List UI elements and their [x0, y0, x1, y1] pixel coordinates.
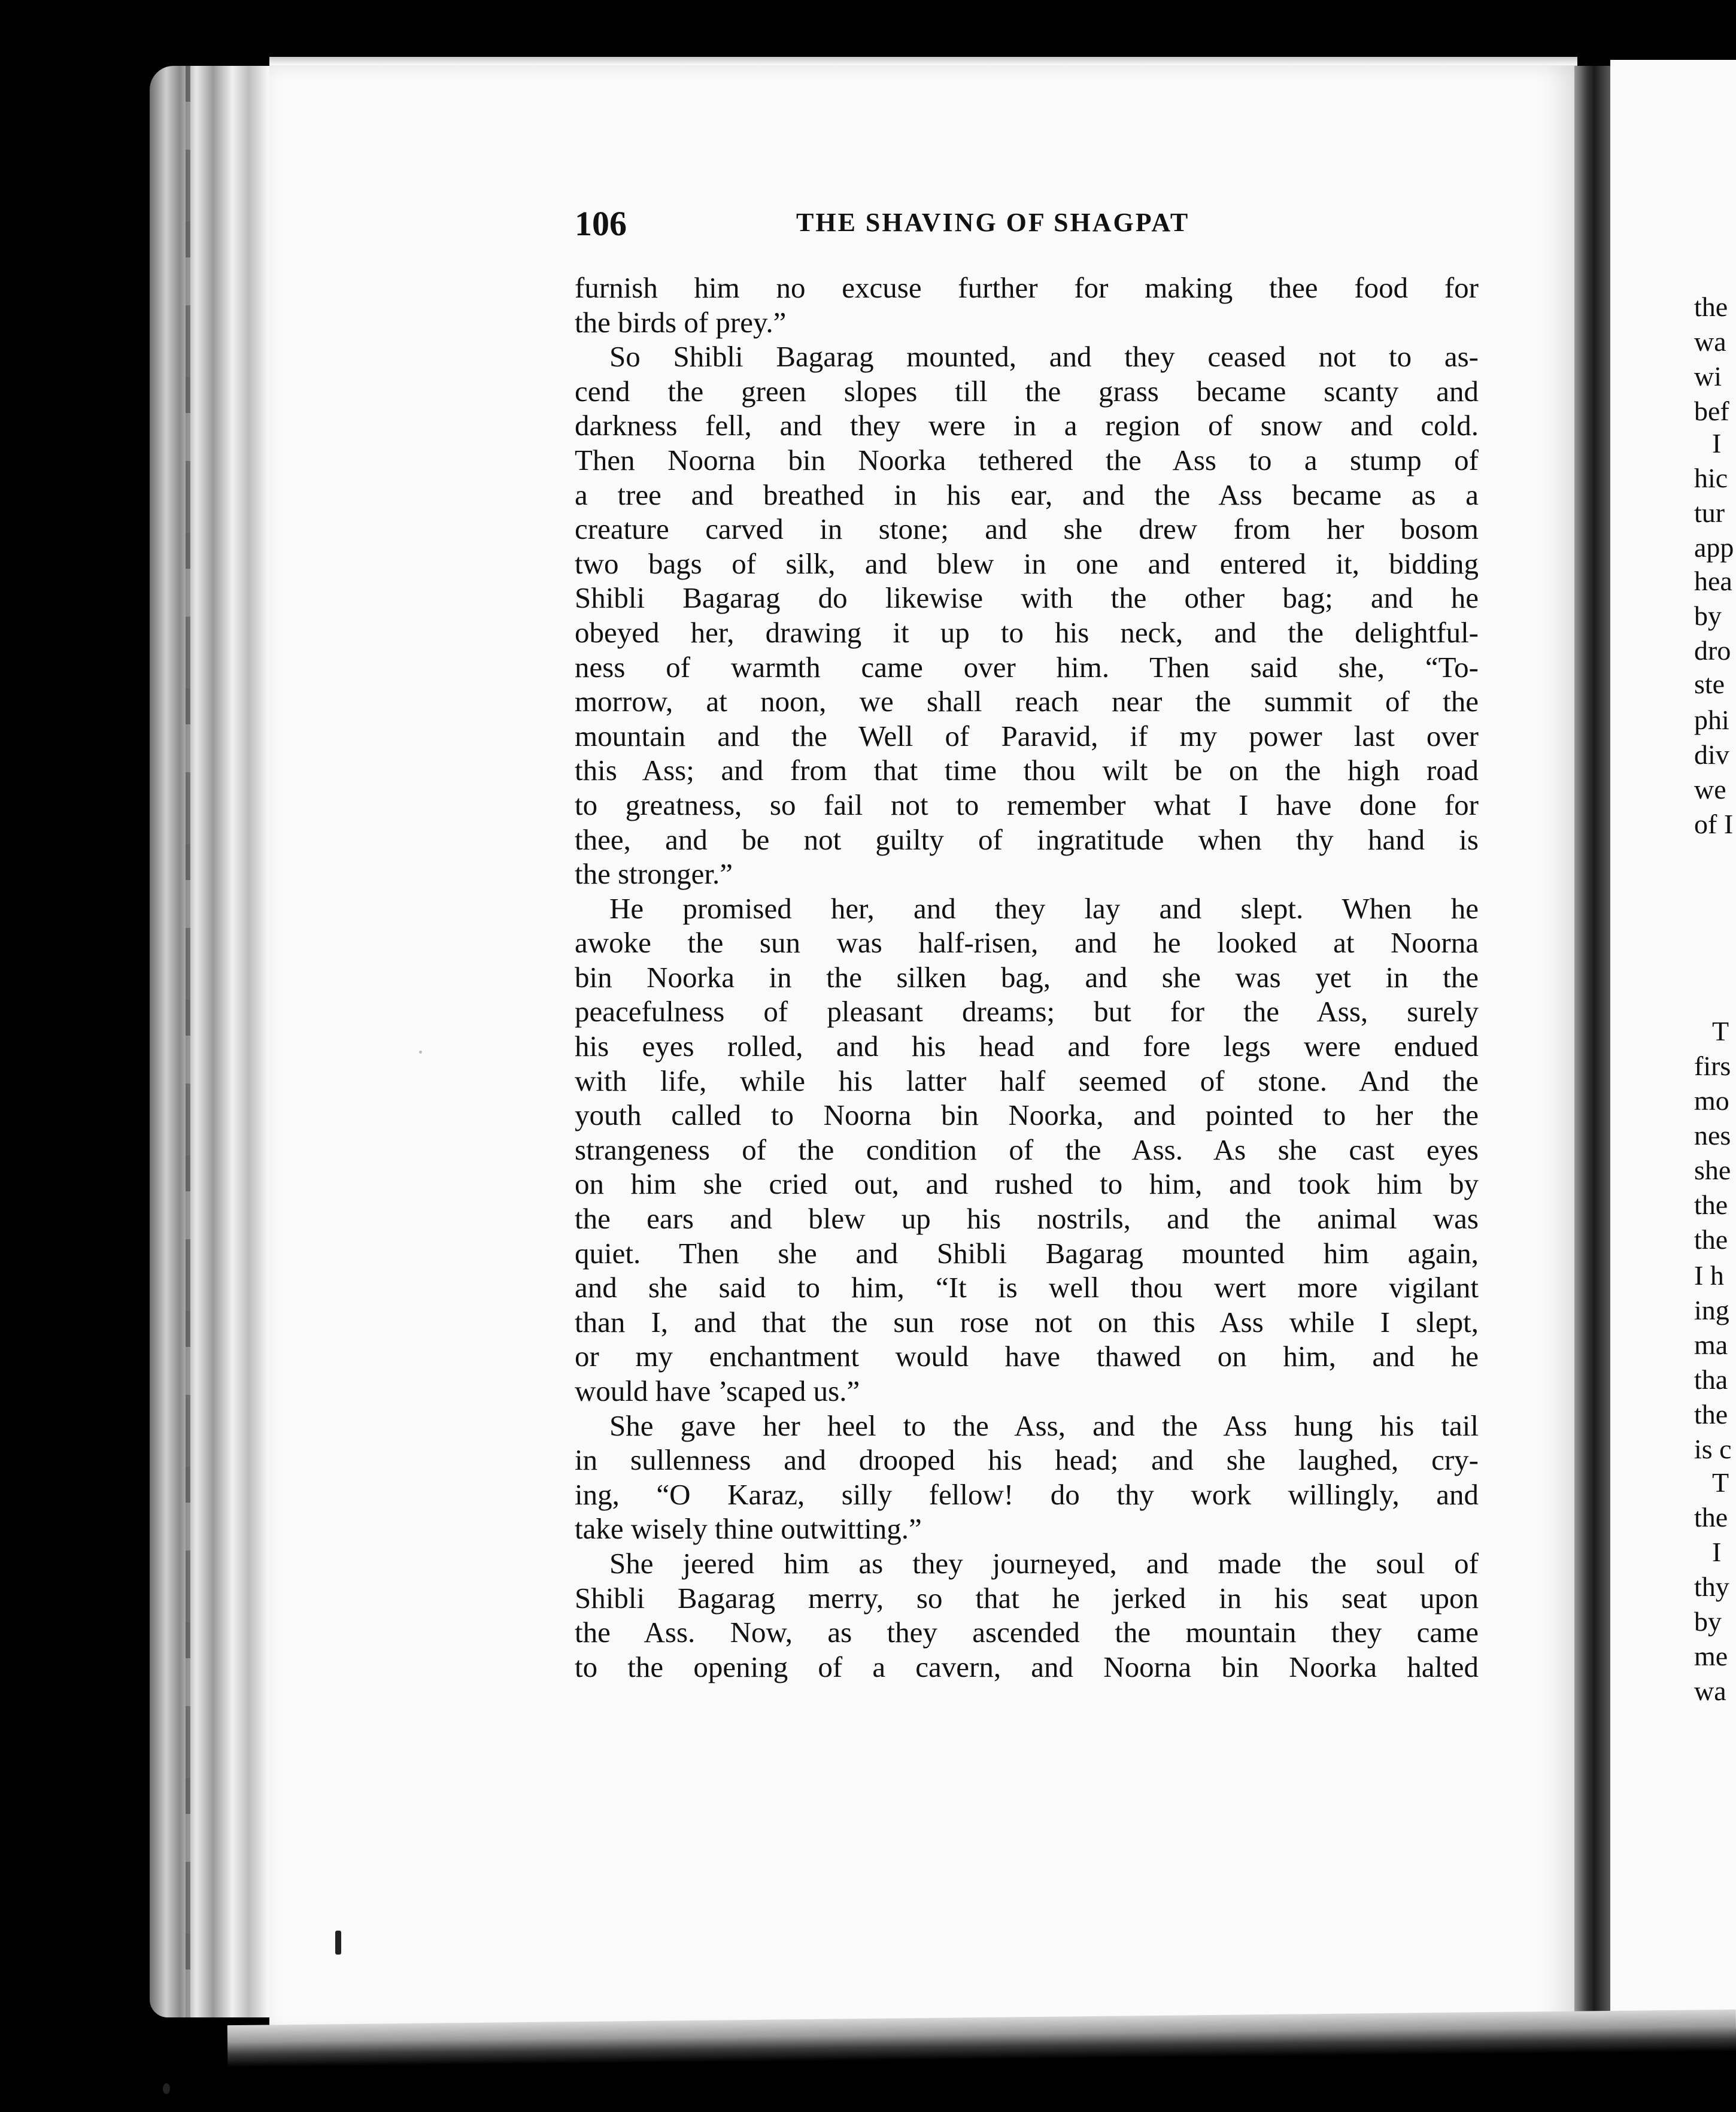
right-page-line: the [1694, 1502, 1728, 1533]
margin-mark [163, 2083, 170, 2094]
right-page-line: of I [1694, 809, 1734, 839]
right-page-line: ing [1694, 1295, 1729, 1325]
right-page-line: the [1694, 292, 1728, 322]
right-page-line: wa [1694, 1676, 1726, 1706]
right-page-line: hea [1694, 566, 1732, 596]
text-line: ness of warmth came over him. Then said she, “To- [575, 650, 1479, 684]
text-line: take wisely thine outwitting.” [575, 1512, 922, 1546]
text-line: Shibli Bagarag merry, so that he jerked in his seat upon [575, 1581, 1479, 1615]
text-line: furnish him no excuse further for making thee food for [575, 271, 1479, 304]
text-line: his eyes rolled, and his head and fore legs were endued [575, 1030, 1479, 1063]
running-title: THE SHAVING OF SHAGPAT [796, 208, 1190, 237]
right-page-line: me [1694, 1641, 1728, 1671]
text-line: to greatness, so fail not to remember what I have done for [575, 788, 1479, 821]
text-line: in sullenness and drooped his head; and she laughed, cry- [575, 1443, 1479, 1477]
right-page-line: nes [1694, 1120, 1731, 1151]
text-line: quiet. Then she and Shibli Bagarag mounted him again, [575, 1236, 1479, 1270]
text-line: So Shibli Bagarag mounted, and they ceased not to as- [609, 340, 1479, 374]
text-line: She gave her heel to the Ass, and the Ass hung his tail [609, 1409, 1479, 1442]
text-line: or my enchantment would have thawed on him, and he [575, 1340, 1479, 1373]
running-header [575, 204, 1476, 245]
text-line: and she said to him, “It is well thou wert more vigilant [575, 1271, 1479, 1304]
text-line: awoke the sun was half-risen, and he looked at Noorna [575, 926, 1479, 960]
text-line: obeyed her, drawing it up to his neck, and the delightful- [575, 615, 1479, 649]
right-page-line: bef [1694, 396, 1729, 426]
right-page-line: the [1694, 1224, 1728, 1255]
right-page-line: I h [1694, 1260, 1724, 1291]
right-page-line: the [1694, 1399, 1728, 1430]
body-text [575, 271, 1479, 1684]
text-line: cend the green slopes till the grass became scanty and [575, 374, 1479, 408]
right-page-line: thy [1694, 1571, 1729, 1602]
right-page-line: div [1694, 739, 1729, 770]
right-page-line: T [1712, 1016, 1729, 1046]
right-page-line: wa [1694, 326, 1726, 357]
right-page [1610, 60, 1736, 2029]
margin-mark [335, 1931, 341, 1955]
right-page-line: firs [1694, 1051, 1731, 1081]
text-line: would have ’scaped us.” [575, 1374, 860, 1407]
right-page-line: I [1712, 428, 1722, 459]
text-line: this Ass; and from that time thou wilt be on the high road [575, 754, 1479, 787]
text-line: creature carved in stone; and she drew from her bosom [575, 512, 1479, 546]
text-line: Then Noorna bin Noorka tethered the Ass to a stump of [575, 443, 1479, 477]
right-page-line: by [1694, 1606, 1722, 1637]
right-page-line: I [1712, 1537, 1722, 1567]
text-line: mountain and the Well of Paravid, if my power last over [575, 719, 1479, 752]
text-line: with life, while his latter half seemed of stone. And the [575, 1064, 1479, 1097]
right-page-line: tur [1694, 497, 1725, 528]
text-line: strangeness of the condition of the Ass. As she cast eyes [575, 1133, 1479, 1166]
right-page-line: T [1712, 1467, 1729, 1498]
text-line: She jeered him as they journeyed, and made the soul of [609, 1546, 1479, 1580]
right-page-line: tha [1694, 1364, 1728, 1395]
right-page-line: phi [1694, 705, 1729, 735]
text-line: bin Noorka in the silken bag, and she was yet in the [575, 960, 1479, 994]
right-page-line: dro [1694, 635, 1731, 666]
text-line: to the opening of a cavern, and Noorna bin Noorka halted [575, 1650, 1479, 1683]
text-line: youth called to Noorna bin Noorka, and pointed to her the [575, 1099, 1479, 1132]
margin-mark [419, 1051, 422, 1054]
page-top-shadow [269, 57, 1577, 65]
right-page-line: we [1694, 774, 1726, 805]
right-page-line: she [1694, 1155, 1731, 1185]
right-page-line: is c [1694, 1434, 1732, 1464]
right-page-line: wi [1694, 361, 1722, 392]
right-page-line: mo [1694, 1085, 1729, 1116]
text-line: ing, “O Karaz, silly fellow! do thy work willingly, and [575, 1477, 1479, 1511]
text-line: darkness fell, and they were in a region of snow and cold. [575, 409, 1479, 442]
text-line: peacefulness of pleasant dreams; but for the Ass, surely [575, 995, 1479, 1028]
right-page-line: hic [1694, 463, 1728, 493]
text-line: the stronger.” [575, 857, 733, 891]
right-page-line: by [1694, 600, 1722, 631]
page-number: 106 [575, 204, 627, 243]
text-line: the ears and blew up his nostrils, and the animal was [575, 1202, 1479, 1236]
right-page-line: app [1694, 532, 1734, 563]
text-line: than I, and that the sun rose not on this Ass while I slept, [575, 1305, 1479, 1339]
text-line: on him she cried out, and rushed to him, and took him by [575, 1167, 1479, 1201]
text-line: thee, and be not guilty of ingratitude when thy hand is [575, 823, 1479, 856]
text-line: a tree and breathed in his ear, and the Ass became as a [575, 478, 1479, 511]
text-line: morrow, at noon, we shall reach near the summit of the [575, 685, 1479, 718]
right-page-line: ste [1694, 669, 1725, 699]
book-page-edges [150, 66, 287, 2017]
text-line: Shibli Bagarag do likewise with the other bag; and he [575, 581, 1479, 615]
text-line: two bags of silk, and blew in one and entered it, bidding [575, 547, 1479, 580]
book-gutter [1574, 66, 1610, 2041]
right-page-line: ma [1694, 1330, 1728, 1360]
right-page-line: the [1694, 1189, 1728, 1220]
text-line: the birds of prey.” [575, 305, 787, 339]
text-line: the Ass. Now, as they ascended the mountain they came [575, 1616, 1479, 1649]
text-line: He promised her, and they lay and slept. When he [609, 891, 1479, 925]
